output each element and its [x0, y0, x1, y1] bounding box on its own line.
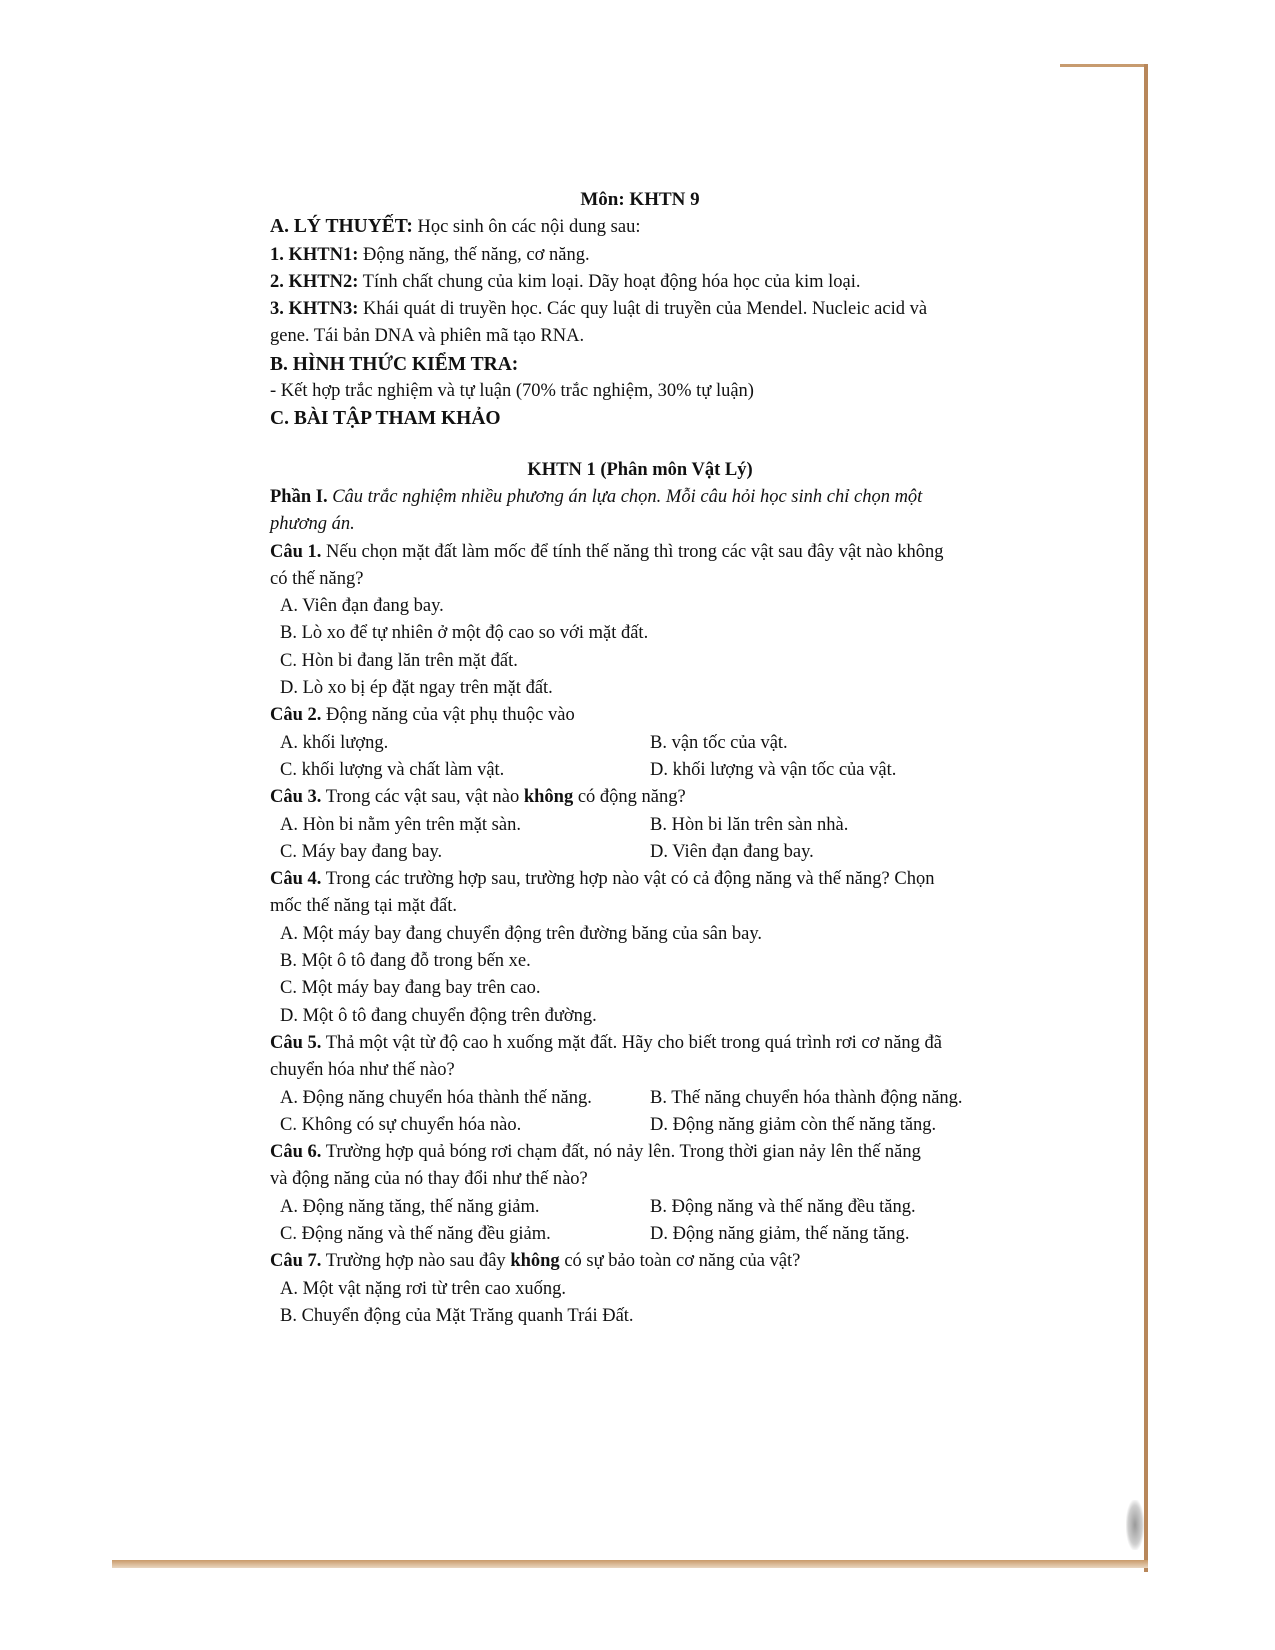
khtn1-title: KHTN 1 (Phân môn Vật Lý) — [527, 459, 753, 480]
item-1-label: 1. KHTN1: — [270, 244, 359, 265]
option-d: D. Động năng giảm còn thế năng tăng. — [650, 1114, 937, 1135]
option-d: D. Lò xo bị ép đặt ngay trên mặt đất. — [280, 678, 553, 699]
item-1-text: Động năng, thế năng, cơ năng. — [358, 244, 590, 265]
question-text-end: có động năng? — [573, 787, 686, 808]
option-b: B. Lò xo để tự nhiên ở một độ cao so với mặt đất. — [280, 623, 649, 644]
question-label: Câu 6. — [270, 1142, 322, 1163]
question-text-end: có sự bảo toàn cơ năng của vật? — [559, 1251, 801, 1272]
question-label: Câu 7. — [270, 1251, 322, 1272]
option-d: D. khối lượng và vận tốc của vật. — [650, 759, 897, 780]
item-3-label: 3. KHTN3: — [270, 299, 359, 320]
question-1 — [270, 539, 1010, 566]
item-2-text: Tính chất chung của kim loại. Dãy hoạt động hóa học của kim loại. — [358, 271, 861, 292]
section-a-heading — [270, 213, 1010, 241]
option-a: A. Động năng tăng, thế năng giảm. — [280, 1196, 540, 1217]
option-d: D. Động năng giảm, thế năng tăng. — [650, 1223, 910, 1244]
scan-smudge — [1126, 1500, 1144, 1550]
question-label: Câu 5. — [270, 1032, 322, 1053]
option-a: A. Động năng chuyển hóa thành thế năng. — [280, 1087, 592, 1108]
question-6 — [270, 1139, 1010, 1166]
option-b: B. vận tốc của vật. — [650, 732, 788, 753]
options-row — [270, 730, 1010, 757]
question-text: Trong các vật sau, vật nào — [321, 787, 524, 808]
question-label: Câu 4. — [270, 869, 322, 890]
option-a: A. Một vật nặng rơi từ trên cao xuống. — [280, 1278, 566, 1299]
document-page — [270, 186, 1010, 1330]
options-row — [270, 812, 1010, 839]
question-text-cont: có thế năng? — [270, 568, 364, 589]
option-d: D. Viên đạn đang bay. — [650, 841, 814, 862]
item-3-text: Khái quát di truyền học. Các quy luật di truyền của Mendel. Nucleic acid và — [358, 299, 928, 320]
option-d: D. Một ô tô đang chuyển động trên đường. — [280, 1005, 597, 1026]
section-a-label: A. LÝ THUYẾT: — [270, 216, 413, 238]
question-text-cont: và động năng của nó thay đổi như thế nào? — [270, 1169, 588, 1190]
section-a-item-3 — [270, 296, 1010, 323]
item-2-label: 2. KHTN2: — [270, 271, 359, 292]
options-row — [270, 1112, 1010, 1139]
question-label: Câu 3. — [270, 787, 322, 808]
subject-title: Môn: KHTN 9 — [580, 189, 700, 210]
part-1-line — [270, 484, 1010, 511]
question-text-cont: mốc thế năng tại mặt đất. — [270, 896, 457, 917]
part-1-text-cont: phương án. — [270, 514, 355, 535]
option-b: B. Hòn bi lăn trên sàn nhà. — [650, 814, 849, 835]
options-row — [270, 839, 1010, 866]
option-c: C. Động năng và thế năng đều giảm. — [280, 1223, 551, 1244]
option-a: A. Viên đạn đang bay. — [280, 596, 444, 617]
question-7 — [270, 1248, 1010, 1275]
option-c: C. khối lượng và chất làm vật. — [280, 759, 505, 780]
paper-edge-top — [1060, 64, 1148, 67]
section-a-item-3-cont: gene. Tái bản DNA và phiên mã tạo RNA. — [270, 326, 585, 347]
question-emphasis: không — [510, 1251, 560, 1272]
part-1-label: Phần I. — [270, 486, 328, 507]
options-row — [270, 1085, 1010, 1112]
paper-edge-right — [1144, 64, 1148, 1572]
section-a-item-2 — [270, 269, 1010, 296]
option-c: C. Máy bay đang bay. — [280, 841, 443, 862]
question-3 — [270, 784, 1010, 811]
question-5 — [270, 1030, 1010, 1057]
section-c-heading: C. BÀI TẬP THAM KHẢO — [270, 408, 501, 430]
question-text: Nếu chọn mặt đất làm mốc để tính thế năng thì trong các vật sau đây vật nào không — [321, 541, 944, 562]
option-a: A. Một máy bay đang chuyển động trên đường băng của sân bay. — [280, 923, 763, 944]
question-text: Thả một vật từ độ cao h xuống mặt đất. Hãy cho biết trong quá trình rơi cơ năng đã — [321, 1032, 942, 1053]
question-text-cont: chuyển hóa như thế nào? — [270, 1060, 455, 1081]
option-c: C. Không có sự chuyển hóa nào. — [280, 1114, 522, 1135]
option-b: B. Một ô tô đang đỗ trong bến xe. — [280, 951, 531, 972]
section-b-text: - Kết hợp trắc nghiệm và tự luận (70% trắc nghiệm, 30% tự luận) — [270, 381, 754, 402]
question-text: Trong các trường hợp sau, trường hợp nào vật có cả động năng và thế năng? Chọn — [321, 869, 935, 890]
option-b: B. Thế năng chuyển hóa thành động năng. — [650, 1087, 963, 1108]
options-row — [270, 1221, 1010, 1248]
section-a-item-1 — [270, 242, 1010, 269]
option-a: A. khối lượng. — [280, 732, 389, 753]
question-text: Trường hợp quả bóng rơi chạm đất, nó nảy lên. Trong thời gian nảy lên thế năng — [321, 1142, 921, 1163]
question-4 — [270, 866, 1010, 893]
question-label: Câu 2. — [270, 705, 322, 726]
option-c: C. Hòn bi đang lăn trên mặt đất. — [280, 650, 518, 671]
question-text: Trường hợp nào sau đây — [321, 1251, 511, 1272]
option-b: B. Chuyển động của Mặt Trăng quanh Trái Đất. — [280, 1305, 634, 1326]
question-2 — [270, 702, 1010, 729]
question-text: Động năng của vật phụ thuộc vào — [321, 705, 575, 726]
option-b: B. Động năng và thế năng đều tăng. — [650, 1196, 916, 1217]
part-1-text: Câu trắc nghiệm nhiều phương án lựa chọn. Mỗi câu hỏi học sinh chỉ chọn một — [327, 486, 923, 507]
section-a-intro: Học sinh ôn các nội dung sau: — [412, 217, 641, 238]
section-b-heading: B. HÌNH THỨC KIỂM TRA: — [270, 353, 519, 375]
question-label: Câu 1. — [270, 541, 322, 562]
paper-edge-bottom — [112, 1560, 1148, 1568]
option-c: C. Một máy bay đang bay trên cao. — [280, 978, 541, 999]
option-a: A. Hòn bi nằm yên trên mặt sàn. — [280, 814, 521, 835]
options-row — [270, 1194, 1010, 1221]
question-emphasis: không — [523, 787, 574, 808]
options-row — [270, 757, 1010, 784]
